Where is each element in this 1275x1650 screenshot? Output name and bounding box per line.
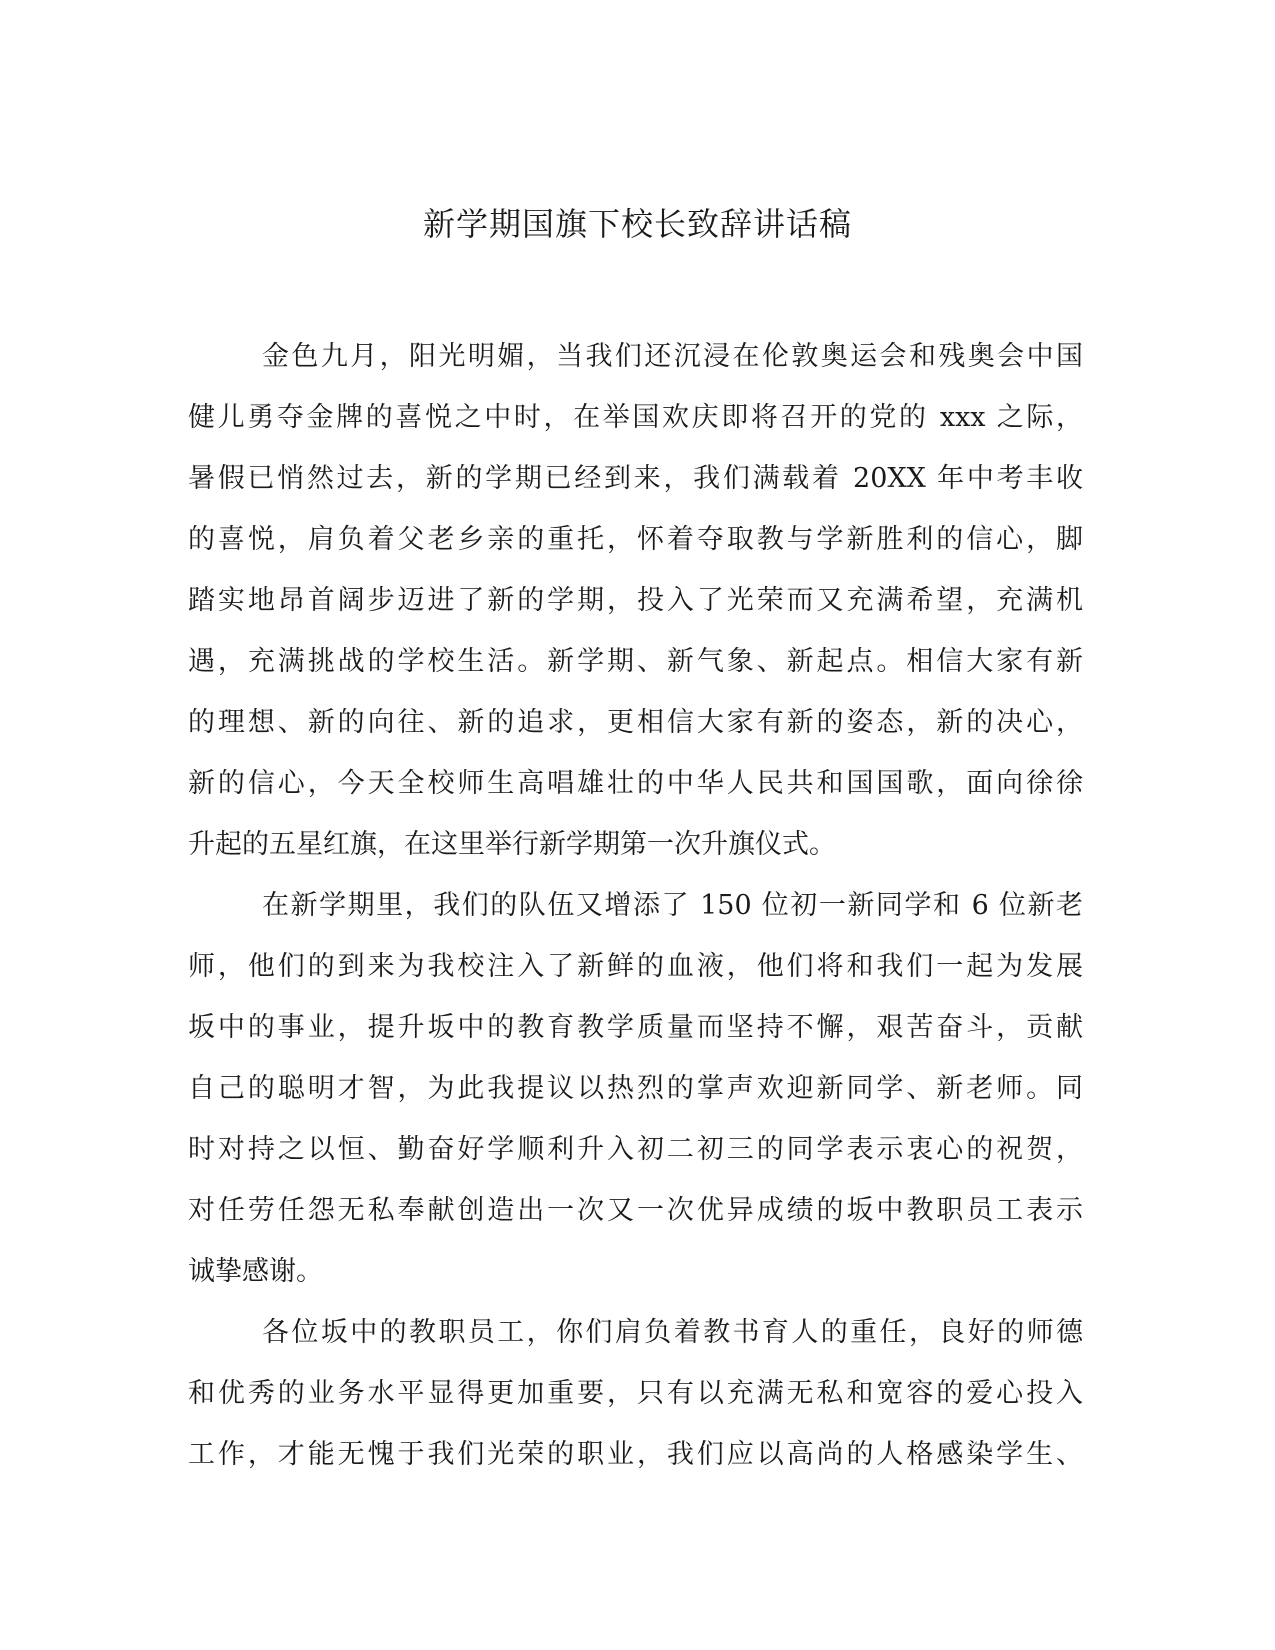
paragraph-1-line-7: 的理想、新的向往、新的追求，更相信大家有新的姿态，新的决心， [188, 707, 1083, 738]
paragraph-3-line-2: 和优秀的业务水平显得更加重要，只有以充满无私和宽容的爱心投入 [188, 1378, 1083, 1409]
paragraph-1-line-9: 升起的五星红旗，在这里举行新学期第一次升旗仪式。 [188, 829, 836, 860]
paragraph-1-line-5: 踏实地昂首阔步迈进了新的学期，投入了光荣而又充满希望，充满机 [188, 585, 1083, 616]
paragraph-1-line-4: 的喜悦，肩负着父老乡亲的重托，怀着夺取教与学新胜利的信心，脚 [188, 524, 1083, 555]
paragraph-2-line-6: 对任劳任怨无私奉献创造出一次又一次优异成绩的坂中教职员工表示 [188, 1195, 1083, 1226]
paragraph-2-line-4: 自己的聪明才智，为此我提议以热烈的掌声欢迎新同学、新老师。同 [188, 1073, 1083, 1104]
paragraph-3-line-3: 工作，才能无愧于我们光荣的职业，我们应以高尚的人格感染学生、 [188, 1439, 1083, 1470]
paragraph-1-line-8: 新的信心，今天全校师生高唱雄壮的中华人民共和国国歌，面向徐徐 [188, 768, 1083, 799]
paragraph-1-line-3: 暑假已悄然过去，新的学期已经到来，我们满载着 20XX 年中考丰收 [188, 463, 1083, 494]
paragraph-1-line-2: 健儿勇夺金牌的喜悦之中时，在举国欢庆即将召开的党的 xxx 之际， [188, 402, 1083, 433]
paragraph-1-line-6: 遇，充满挑战的学校生活。新学期、新气象、新起点。相信大家有新 [188, 646, 1083, 677]
paragraph-2-line-5: 时对持之以恒、勤奋好学顺利升入初二初三的同学表示衷心的祝贺， [188, 1134, 1083, 1165]
paragraph-3-line-1: 各位坂中的教职员工，你们肩负着教书育人的重任，良好的师德 [262, 1317, 1083, 1348]
paragraph-2-line-3: 坂中的事业，提升坂中的教育教学质量而坚持不懈，艰苦奋斗，贡献 [188, 1012, 1083, 1043]
document-body [188, 326, 1083, 1485]
paragraph-1-line-1: 金色九月，阳光明媚，当我们还沉浸在伦敦奥运会和残奥会中国 [262, 341, 1083, 372]
paragraph-2-line-1: 在新学期里，我们的队伍又增添了 150 位初一新同学和 6 位新老 [262, 890, 1083, 921]
paragraph-2-line-2: 师，他们的到来为我校注入了新鲜的血液，他们将和我们一起为发展 [188, 951, 1083, 982]
document-title: 新学期国旗下校长致辞讲话稿 [422, 205, 852, 243]
paragraph-2-line-7: 诚挚感谢。 [188, 1256, 323, 1287]
